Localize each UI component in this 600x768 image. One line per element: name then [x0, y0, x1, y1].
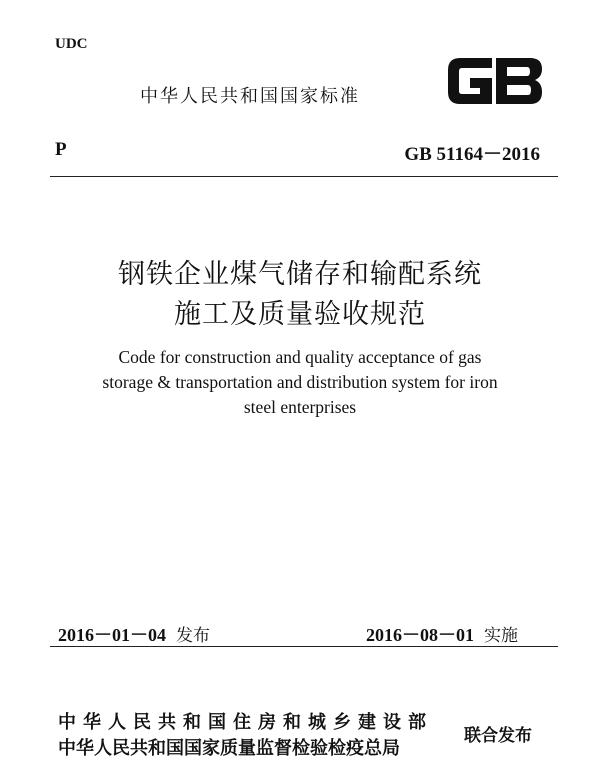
publisher-line-1: 中华人民共和国住房和城乡建设部: [58, 712, 433, 733]
publisher-line-2: 中华人民共和国国家质量监督检验检疫总局: [58, 738, 400, 759]
issue-date-block: [58, 621, 210, 647]
chinese-title-line-1: 钢铁企业煤气储存和输配系统: [118, 259, 482, 290]
english-title-line-1: Code for construction and quality acceptance of gas: [118, 347, 482, 367]
implement-date: 2016－08－01: [366, 625, 474, 645]
gb-logo-icon: [442, 50, 546, 112]
top-divider: [50, 176, 558, 177]
udc-label: UDC: [55, 36, 88, 52]
chinese-title-line-2: 施工及质量验收规范: [174, 299, 426, 330]
joint-publication-label: 联合发布: [464, 726, 532, 746]
english-title-line-3: steel enterprises: [243, 397, 357, 417]
issue-label: 发布: [176, 626, 210, 646]
bottom-divider: [50, 646, 558, 647]
national-standard-heading: 中华人民共和国国家标准: [140, 86, 360, 107]
implement-label: 实施: [484, 626, 518, 646]
implement-date-block: [366, 621, 518, 647]
standard-number: GB 51164－2016: [404, 144, 540, 165]
english-title: [60, 345, 540, 420]
english-title-line-2: storage & transportation and distribution system for iron: [102, 372, 498, 392]
classification-code: P: [55, 139, 67, 160]
issue-date: 2016－01－04: [58, 625, 166, 645]
